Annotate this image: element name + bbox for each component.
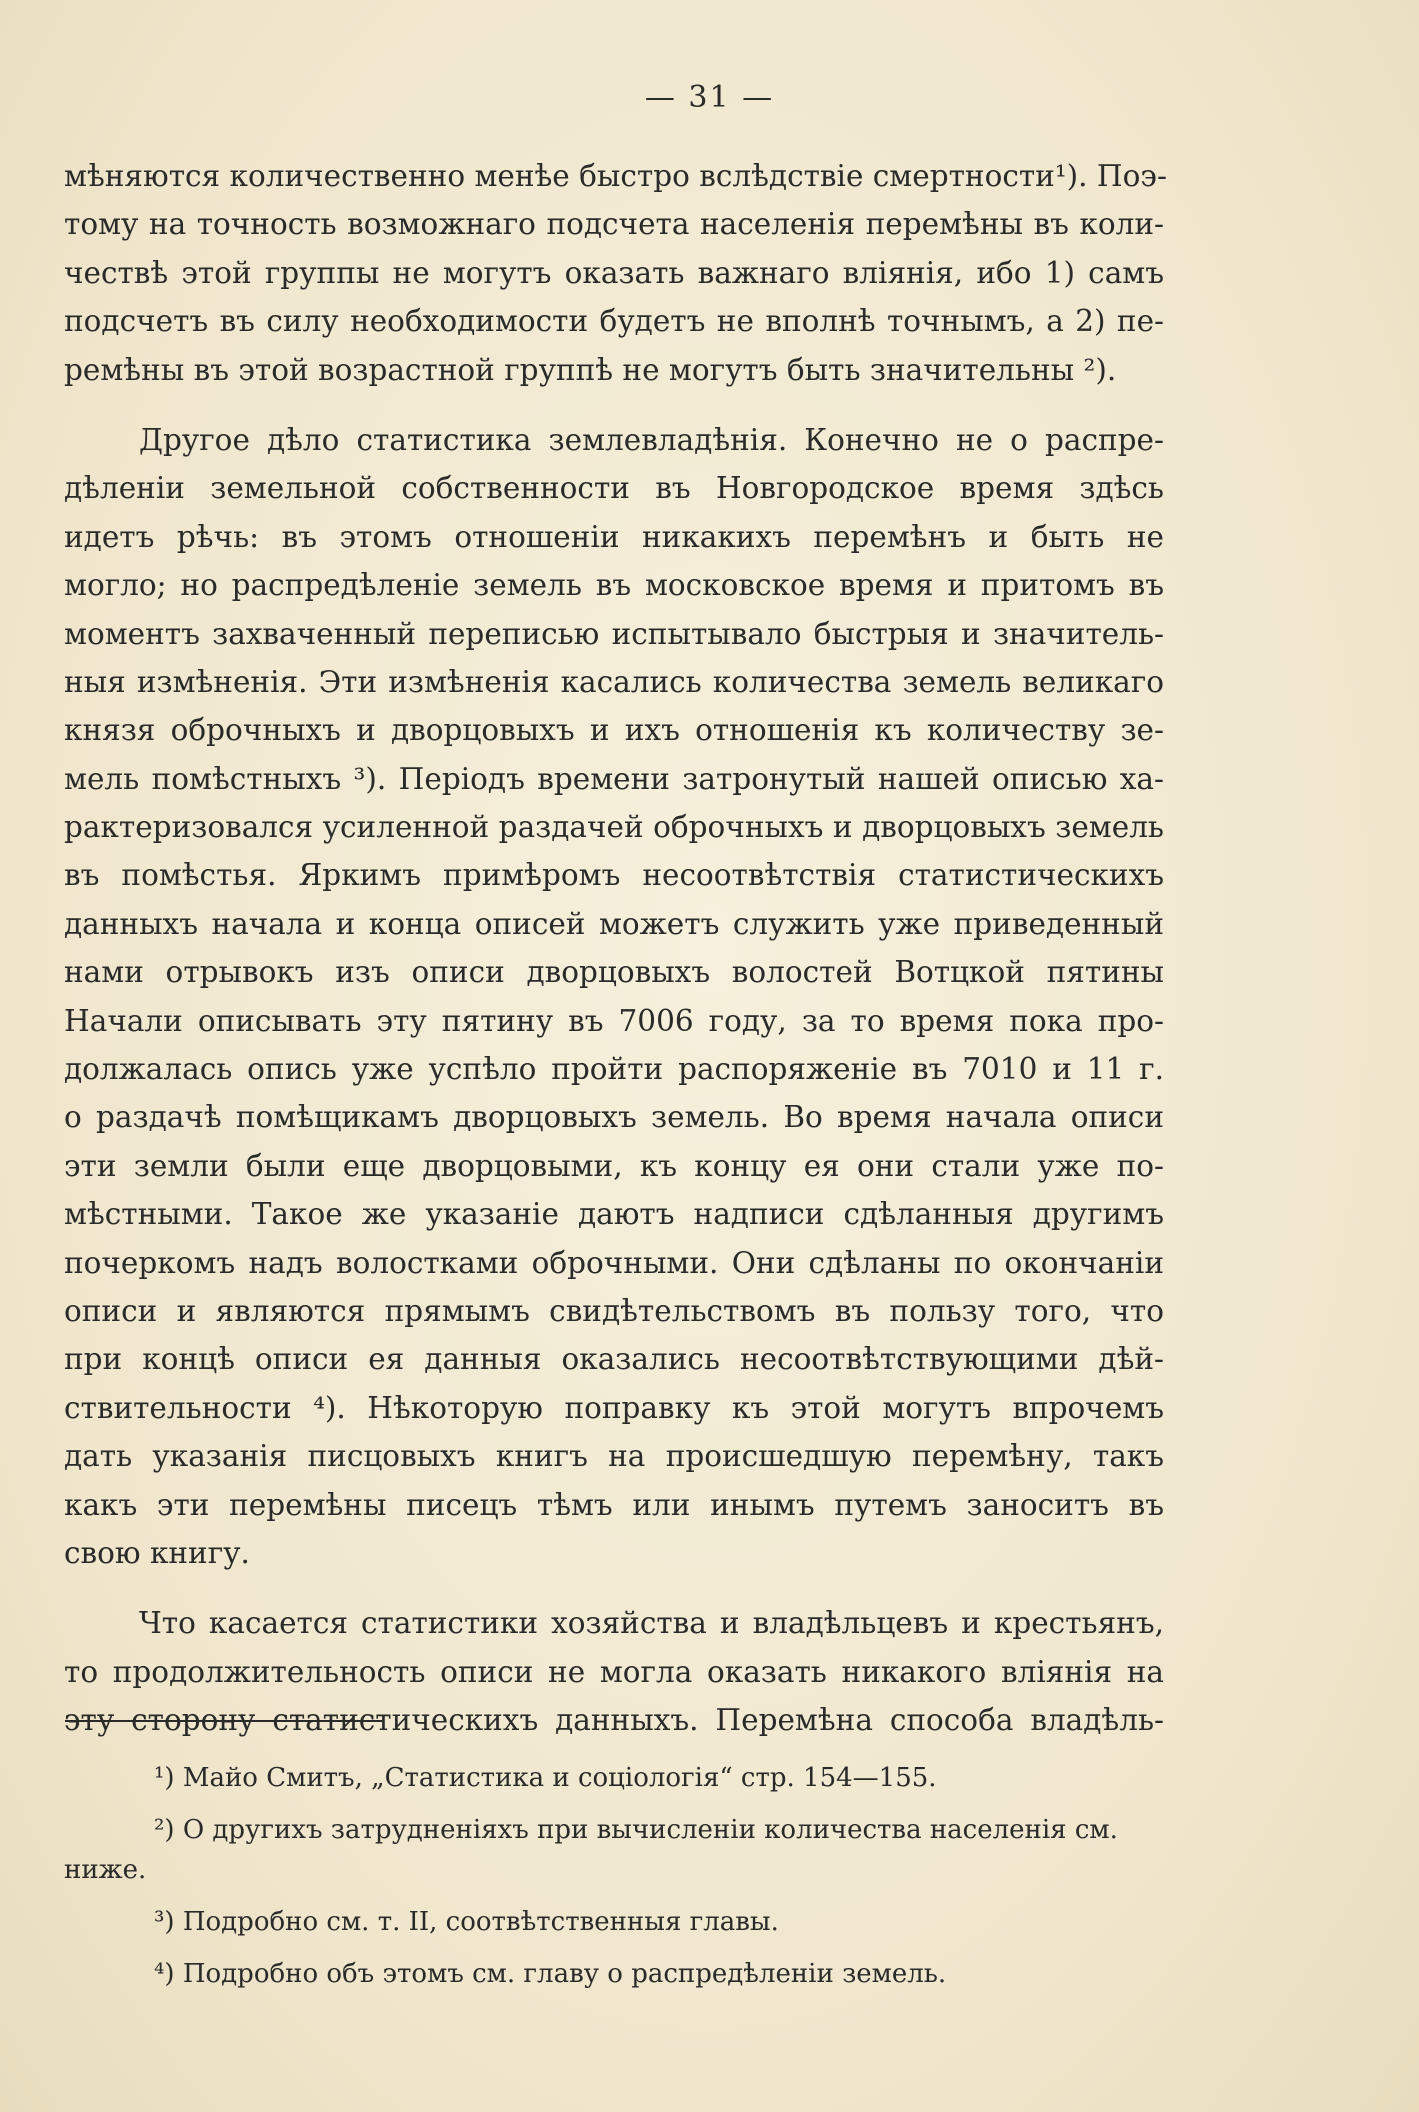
footnote xyxy=(64,1954,1164,1994)
footnote-text: Подробно объ этомъ см. главу о распредѣленіи земель. xyxy=(182,1959,947,1989)
text-line: ствительности ⁴). Нѣкоторую поправку къ этой могутъ впрочемъ xyxy=(64,1390,1164,1425)
text-line: дѣленіи земельной собственности въ Новгородское время здѣсь xyxy=(64,471,1164,506)
footnote-gap xyxy=(64,1890,1164,1902)
text-line: идетъ рѣчь: въ этомъ отношеніи никакихъ перемѣнъ и быть не xyxy=(64,519,1164,554)
text-line: нами отрывокъ изъ описи дворцовыхъ волостей Вотцкой пятины xyxy=(64,955,1164,990)
body-text xyxy=(64,152,1167,1745)
footnote-line xyxy=(64,1758,1164,1798)
text-line: дать указанія писцовыхъ книгъ на происшедшую перемѣну, такъ xyxy=(64,1439,1164,1474)
paragraph-gap xyxy=(64,394,1164,416)
footnote-line xyxy=(64,1954,1164,1994)
text-line: при концѣ описи ея данныя оказались несоотвѣтствующими дѣй- xyxy=(64,1342,1164,1377)
text-line: подсчетъ въ силу необходимости будетъ не вполнѣ точнымъ, а 2) пе- xyxy=(64,304,1164,339)
text-line: мель помѣстныхъ ³). Періодъ времени затронутый нашей описью ха- xyxy=(64,761,1164,796)
page-number: — 31 — xyxy=(644,80,775,115)
footnote-mark: ³) xyxy=(154,1907,175,1937)
text-line: о раздачѣ помѣщикамъ дворцовыхъ земель. Во время начала описи xyxy=(64,1100,1164,1135)
text-line: могло; но распредѣленіе земель въ московское время и притомъ въ xyxy=(64,568,1164,603)
footnote-line xyxy=(64,1810,1164,1850)
text-line: описи и являются прямымъ свидѣтельствомъ въ пользу того, что xyxy=(64,1293,1164,1328)
footnote-text: Майо Смитъ, „Статистика и соціологія“ стр. 154—155. xyxy=(182,1763,937,1793)
paragraph xyxy=(64,1599,1164,1744)
text-line: чествѣ этой группы не могутъ оказать важнаго вліянія, ибо 1) самъ xyxy=(64,255,1164,290)
footnote-separator xyxy=(65,1720,383,1722)
text-line: почеркомъ надъ волостками оброчными. Они сдѣланы по окончаніи xyxy=(64,1245,1164,1280)
footnote-mark: ²) xyxy=(154,1815,175,1845)
text-line: эти земли были еще дворцовыми, къ концу ея они стали уже по- xyxy=(64,1148,1164,1183)
text-line: эту сторону статистическихъ данныхъ. Перемѣна способа владѣль- xyxy=(64,1703,1164,1738)
text-line: Что касается статистики хозяйства и владѣльцевъ и крестьянъ, xyxy=(139,1606,1164,1641)
text-line: ремѣны въ этой возрастной группѣ не могутъ быть значительны ²). xyxy=(64,352,1117,387)
text-line: какъ эти перемѣны писецъ тѣмъ или инымъ путемъ заноситъ въ xyxy=(64,1487,1164,1522)
footnote xyxy=(64,1902,1164,1942)
text-line: моментъ захваченный переписью испытывало быстрыя и значитель- xyxy=(64,616,1164,651)
text-line: должалась опись уже успѣло пройти распоряженіе въ 7010 и 11 г. xyxy=(64,1052,1164,1087)
footnotes xyxy=(64,1758,1164,1994)
text-line: свою книгу. xyxy=(64,1535,250,1570)
paragraph xyxy=(64,416,1164,1577)
footnote-text: О другихъ затрудненіяхъ при вычисленіи количества населенія см. xyxy=(182,1815,1118,1845)
text-line: ныя измѣненія. Эти измѣненія касались количества земель великаго xyxy=(64,664,1164,699)
text-line: рактеризовался усиленной раздачей оброчныхъ и дворцовыхъ земель xyxy=(64,810,1164,845)
text-line: Начали описывать эту пятину въ 7006 году, за то время пока про- xyxy=(64,1003,1164,1038)
footnote-line: ниже. xyxy=(64,1855,147,1885)
paragraph xyxy=(64,152,1167,394)
text-line: данныхъ начала и конца описей можетъ служить уже приведенный xyxy=(64,906,1164,941)
text-line: мѣстными. Такое же указаніе даютъ надписи сдѣланныя другимъ xyxy=(64,1197,1164,1232)
footnote-mark: ⁴) xyxy=(154,1959,175,1989)
footnote-text: Подробно см. т. II, соотвѣтственныя главы. xyxy=(182,1907,779,1937)
text-line: то продолжительность описи не могла оказать никакого вліянія на xyxy=(64,1654,1164,1689)
footnote xyxy=(64,1810,1164,1890)
paragraph-gap xyxy=(64,1577,1164,1599)
text-line: тому на точность возможнаго подсчета населенія перемѣны въ коли- xyxy=(64,207,1164,242)
text-line: мѣняются количественно менѣе быстро вслѣдствіе смертности¹). Поэ- xyxy=(64,159,1167,193)
text-line: князя оброчныхъ и дворцовыхъ и ихъ отношенія къ количеству зе- xyxy=(64,713,1164,748)
text-line: въ помѣстья. Яркимъ примѣромъ несоотвѣтствія статистическихъ xyxy=(64,858,1164,893)
footnote-gap xyxy=(64,1942,1164,1954)
footnote-mark: ¹) xyxy=(154,1763,175,1793)
text-line: Другое дѣло статистика землевладѣнія. Конечно не о распре- xyxy=(139,422,1164,457)
footnote xyxy=(64,1758,1164,1798)
footnote-gap xyxy=(64,1798,1164,1810)
footnote-line xyxy=(64,1902,1164,1942)
